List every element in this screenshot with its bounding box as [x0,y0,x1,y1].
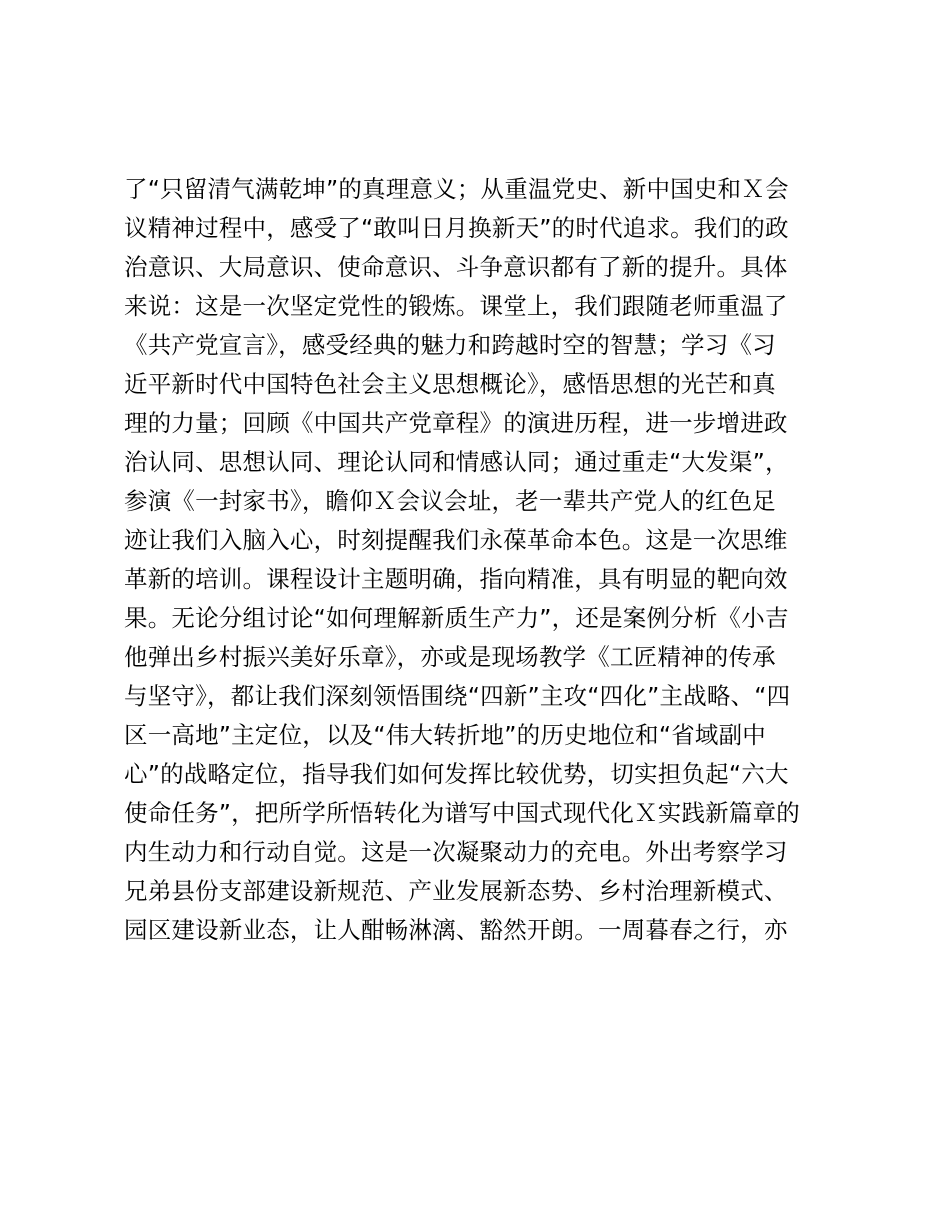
text-line: 治认同、思想认同、理论认同和情感认同；通过重走“大发渠”， [124,448,789,476]
text-line: 园区建设新业态，让人酣畅淋漓、豁然开朗。一周暮春之行，亦 [124,916,788,944]
text-line: 与坚守》，都让我们深刻领悟围绕“四新”主攻“四化”主战略、“四 [124,682,791,710]
text-line: 使命任务”，把所学所悟转化为谱写中国式现代化Ｘ实践新篇章的 [124,799,800,827]
text-line: 心”的战略定位，指导我们如何发挥比较优势，切实担负起“六大 [124,760,789,788]
text-line: 迹让我们入脑入心，时刻提醒我们永葆革命本色。这是一次思维 [124,526,788,554]
text-line: 近平新时代中国特色社会主义思想概论》，感悟思想的光芒和真 [124,370,776,398]
text-line: 议精神过程中，感受了“敢叫日月换新天”的时代追求。我们的政 [124,214,789,242]
text-line: 他弹出乡村振兴美好乐章》，亦或是现场教学《工匠精神的传承 [124,643,776,671]
text-line: 内生动力和行动自觉。这是一次凝聚动力的充电。外出考察学习 [124,838,788,866]
text-line: 革新的培训。课程设计主题明确，指向精准，具有明显的靶向效 [124,565,788,593]
text-line: 治意识、大局意识、使命意识、斗争意识都有了新的提升。具体 [124,253,788,281]
text-line: 了“只留清气满乾坤”的真理意义；从重温党史、新中国史和Ｘ会 [124,175,789,203]
text-line: 区一高地”主定位，以及“伟大转折地”的历史地位和“省域副中 [124,721,766,749]
text-line: 兄弟县份支部建设新规范、产业发展新态势、乡村治理新模式、 [124,877,788,905]
text-line: 《共产党宣言》，感受经典的魅力和跨越时空的智慧；学习《习 [124,331,776,359]
text-line: 理的力量；回顾《中国共产党章程》的演进历程，进一步增进政 [124,409,788,437]
text-line: 来说：这是一次坚定党性的锻炼。课堂上，我们跟随老师重温了 [124,292,788,320]
text-line: 果。无论分组讨论“如何理解新质生产力”，还是案例分析《小吉 [124,604,789,632]
body-text [124,170,844,950]
text-line: 参演《一封家书》，瞻仰Ｘ会议会址，老一辈共产党人的红色足 [124,487,776,515]
